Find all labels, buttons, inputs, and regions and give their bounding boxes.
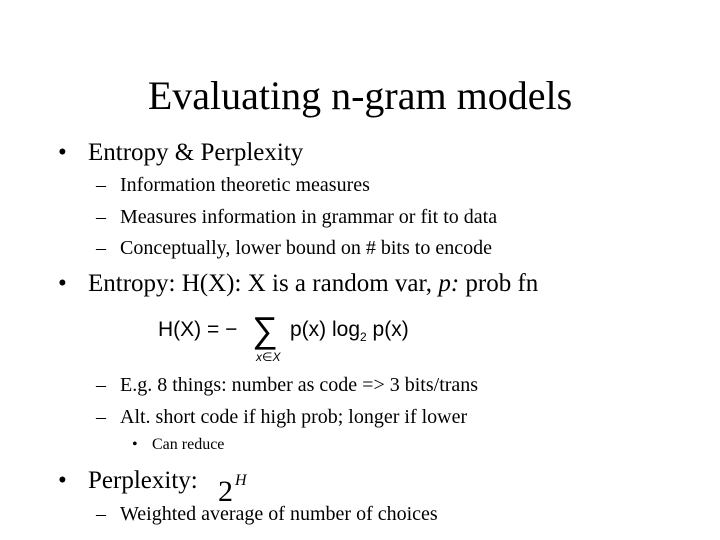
bullet-marker: •	[58, 139, 67, 166]
sub-sub-bullet: Can reduce	[152, 436, 225, 453]
bullet-entropy	[88, 269, 538, 299]
formula-rhs	[290, 318, 409, 344]
dash-marker: –	[96, 406, 106, 428]
sub-bullet: E.g. 8 things: number as code => 3 bits/trans	[120, 374, 479, 396]
sub-bullet: Weighted average of number of choices	[120, 503, 438, 525]
power-base: 2	[218, 475, 233, 508]
dash-marker: –	[96, 503, 106, 525]
formula-part: p(x) log	[290, 318, 361, 341]
bullet-entropy-perplexity: Entropy & Perplexity	[88, 139, 304, 166]
dash-marker: –	[96, 237, 106, 259]
bullet-text-italic: p:	[438, 270, 460, 297]
summation-subscript: x∈X	[256, 350, 281, 364]
dash-marker: –	[96, 174, 106, 196]
bullet-marker: •	[58, 270, 67, 297]
dash-marker: –	[96, 206, 106, 228]
bullet-marker-small: •	[132, 436, 138, 453]
formula-lhs: H(X) = −	[158, 318, 238, 341]
sub-bullet: Measures information in grammar or fit to data	[120, 206, 498, 228]
formula-part: p(x)	[366, 318, 409, 341]
sub-bullet: Information theoretic measures	[120, 174, 370, 196]
sub-bullet: Conceptually, lower bound on # bits to encode	[120, 237, 492, 259]
bullet-marker: •	[58, 467, 67, 494]
bullet-perplexity: Perplexity:	[88, 467, 198, 494]
summation-symbol: ∑	[252, 309, 278, 350]
slide-title: Evaluating n-gram models	[147, 73, 573, 118]
bullet-text: Entropy: H(X): X is a random var,	[88, 270, 439, 297]
log-base: 2	[360, 330, 367, 345]
sub-bullet: Alt. short code if high prob; longer if lower	[120, 406, 468, 428]
dash-marker: –	[96, 374, 106, 396]
power-exponent: H	[235, 472, 247, 489]
bullet-text: prob fn	[459, 270, 539, 297]
